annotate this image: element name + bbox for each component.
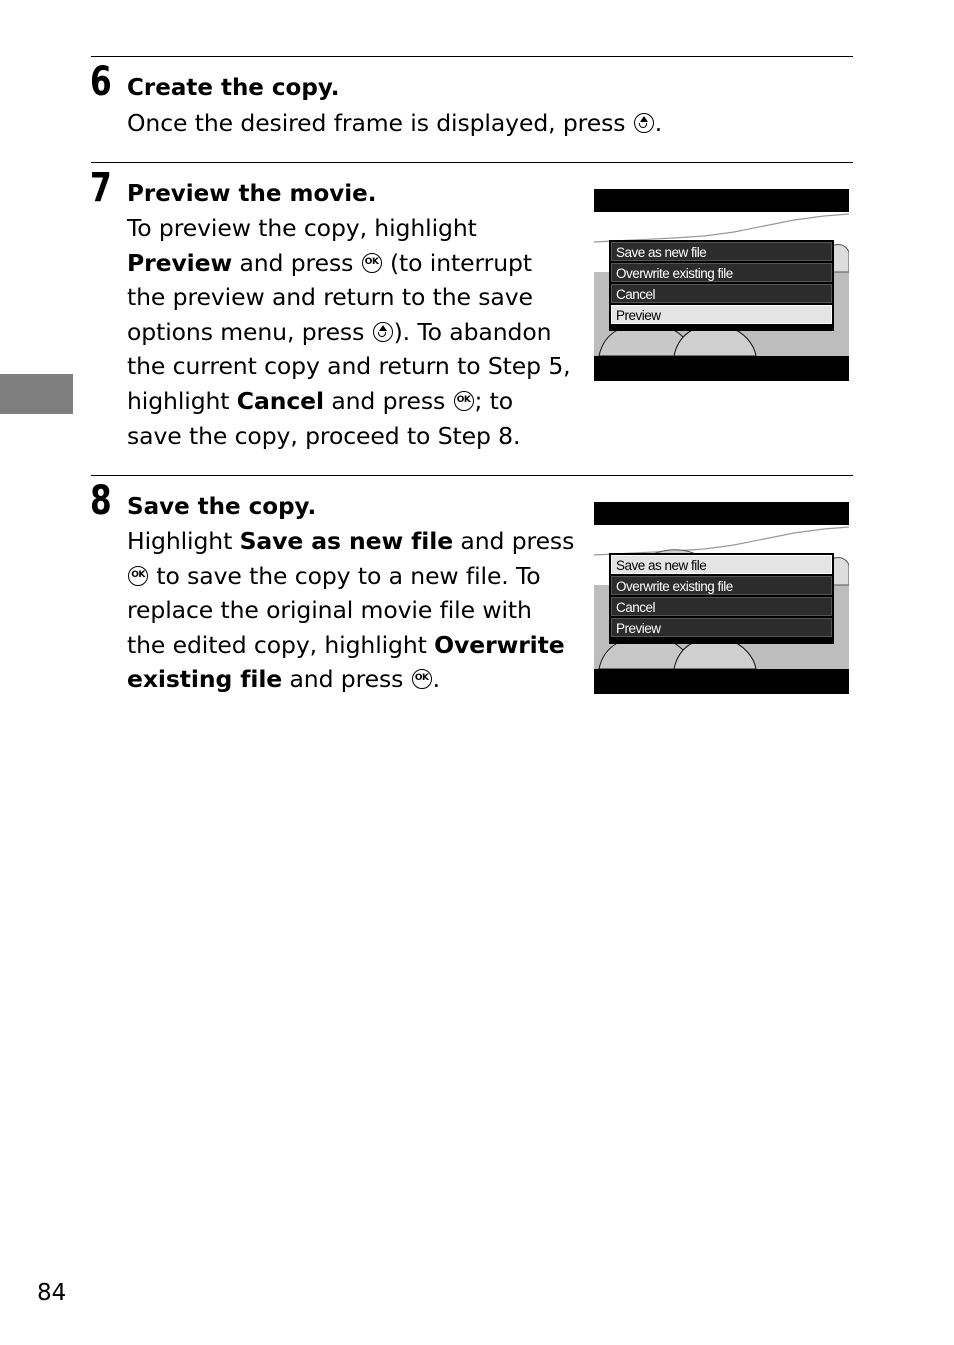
multi-selector-up-icon — [373, 322, 393, 342]
body-line: To preview the copy, highlight — [127, 214, 477, 242]
menu-item-cancel[interactable]: Cancel — [611, 597, 832, 616]
menu-item-overwrite-existing-file[interactable]: Overwrite existing file — [611, 576, 832, 595]
step-title: Preview the movie. — [127, 181, 377, 207]
menu-item-preview[interactable]: Preview — [611, 618, 832, 637]
step-number: 6 — [90, 59, 112, 105]
body-line: OK to save the copy to a new file. To — [127, 559, 574, 594]
section-divider — [91, 162, 853, 163]
menu-item-preview[interactable]: Preview — [611, 305, 832, 324]
step-body — [127, 211, 571, 453]
body-line: highlight Cancel and press OK; to — [127, 384, 571, 419]
camera-screen-save — [594, 502, 849, 694]
chapter-tab — [0, 374, 73, 414]
step-body — [127, 106, 662, 141]
menu-item-save-as-new-file[interactable]: Save as new file — [611, 242, 832, 261]
save-options-menu — [609, 553, 834, 644]
step-title: Create the copy. — [127, 75, 340, 101]
menu-item-save-as-new-file[interactable]: Save as new file — [611, 555, 832, 574]
save-options-menu — [609, 240, 834, 331]
body-line: replace the original movie file with — [127, 596, 532, 625]
body-line: Once the desired frame is displayed, press . — [127, 109, 663, 137]
step-number: 7 — [90, 165, 112, 211]
step-number: 8 — [90, 478, 112, 524]
section-divider — [91, 56, 853, 57]
body-line: the preview and return to the save — [127, 283, 533, 312]
body-line: the current copy and return to Step 5, — [127, 352, 571, 381]
section-divider — [91, 475, 853, 476]
body-line: Highlight Save as new file and press — [127, 527, 575, 555]
step-body — [127, 524, 574, 697]
menu-item-cancel[interactable]: Cancel — [611, 284, 832, 303]
body-line: options menu, press ). To abandon — [127, 317, 552, 346]
body-line: Preview and press OK (to interrupt — [127, 246, 571, 281]
ok-button-icon — [362, 253, 382, 273]
body-line: existing file and press OK. — [127, 662, 574, 697]
multi-selector-up-icon — [634, 113, 654, 133]
body-line: the edited copy, highlight Overwrite — [127, 630, 565, 659]
ok-button-icon — [412, 669, 432, 689]
menu-item-overwrite-existing-file[interactable]: Overwrite existing file — [611, 263, 832, 282]
page-number: 84 — [37, 1280, 67, 1306]
step-title: Save the copy. — [127, 494, 317, 520]
ok-button-icon — [128, 566, 148, 586]
body-line: save the copy, proceed to Step 8. — [127, 421, 521, 450]
ok-button-icon — [454, 391, 474, 411]
camera-screen-preview — [594, 189, 849, 381]
